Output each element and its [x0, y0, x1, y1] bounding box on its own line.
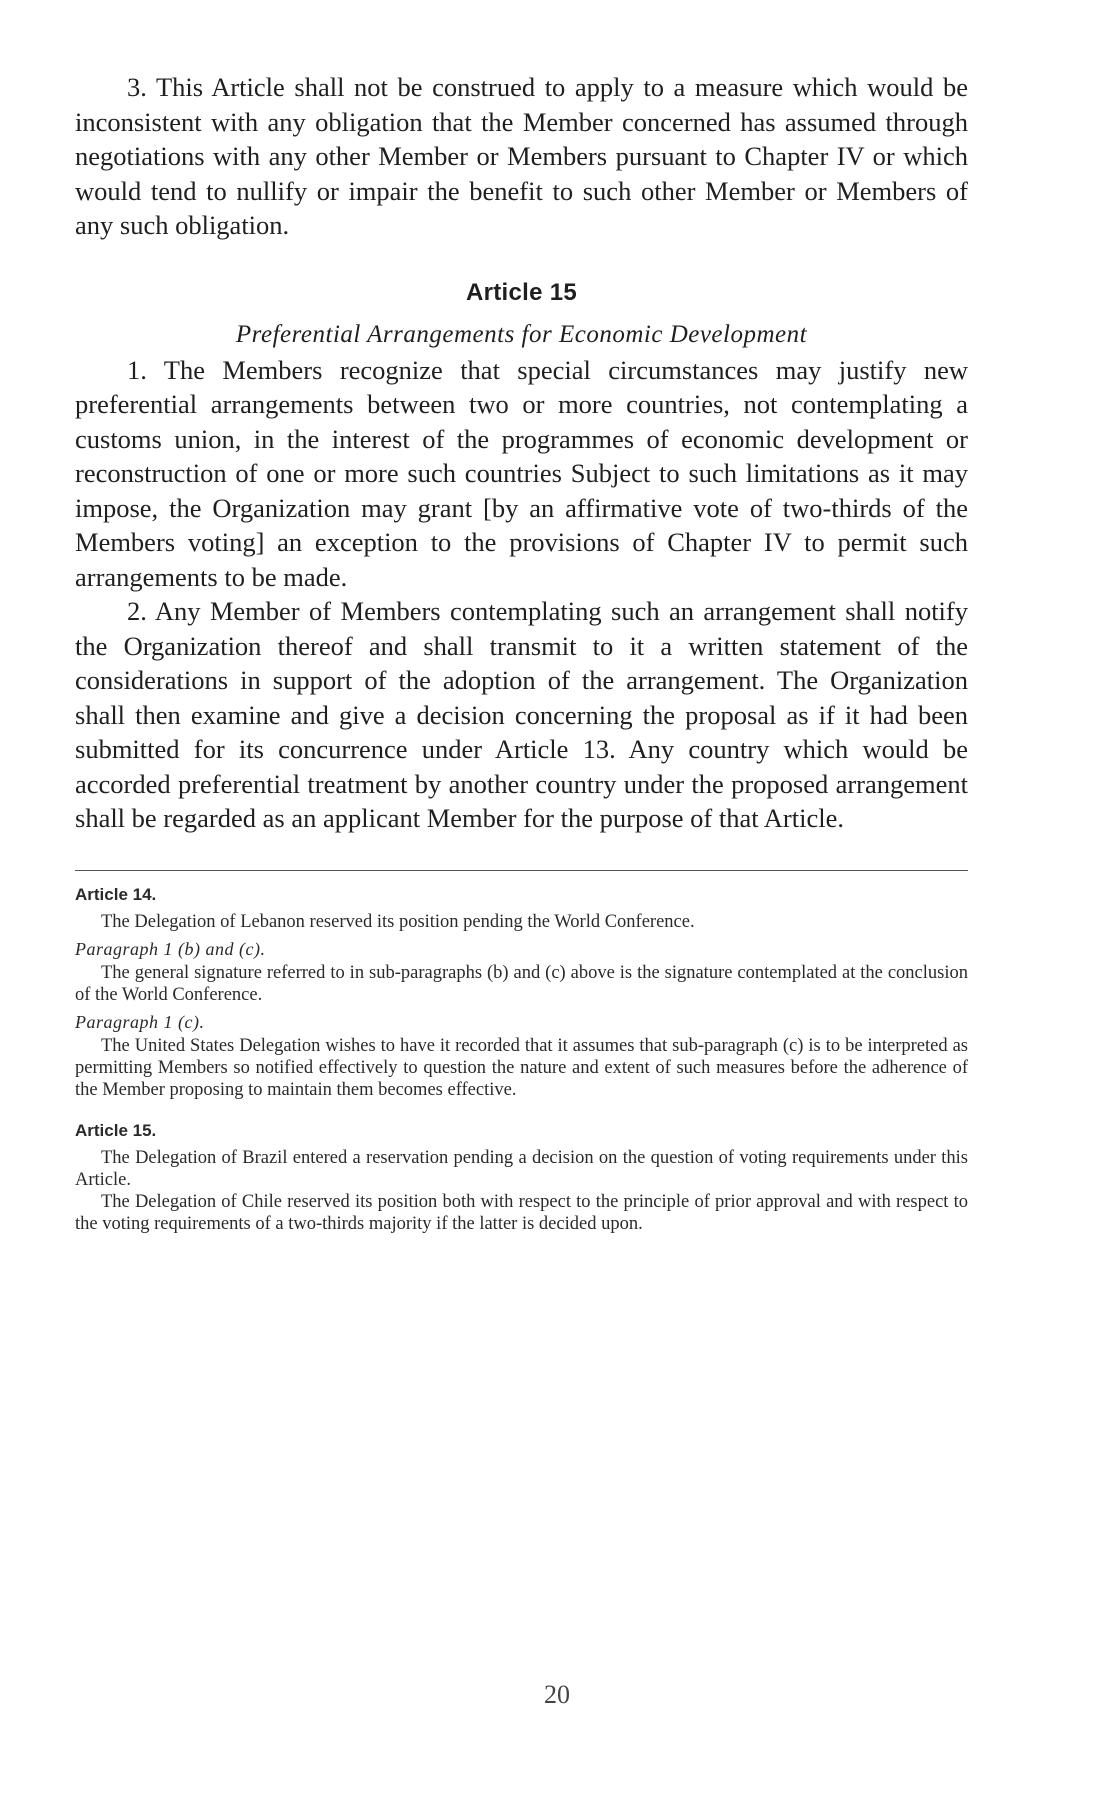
paragraph-2: 2. Any Member of Members contemplating such an arrangement shall notify the Organization thereof and shall transmit to it a written statement of the considerations in support of the adoption of the arrangement. The Organization shall then examine and give a decision concerning the proposal as if it had been submitted for its concurrence under Article 13. Any country which would be accorded preferential treatment by another country under the proposed arrangement shall be regarded as an applicant Member for the purpose of that Article.	[75, 596, 968, 833]
note-subheading: Paragraph 1 (c).	[75, 1011, 205, 1032]
note-text: The general signature referred to in sub-paragraphs (b) and (c) above is the signature contemplated at the conclusion of the World Conference.	[75, 962, 968, 1005]
footnote-divider	[75, 870, 968, 871]
note-heading-article-15: Article 15.	[75, 1120, 157, 1140]
article-subtitle: Preferential Arrangements for Economic Development	[235, 320, 808, 348]
note-text: The Delegation of Brazil entered a reservation pending a decision on the question of voting requirements under this Article.	[75, 1147, 968, 1190]
note-text: The Delegation of Lebanon reserved its position pending the World Conference.	[101, 911, 695, 932]
article-title: Article 15	[465, 278, 578, 306]
page-number: 20	[544, 1680, 570, 1709]
note-subheading: Paragraph 1 (b) and (c).	[75, 938, 266, 959]
document-page	[75, 70, 968, 1235]
paragraph-3: 3. This Article shall not be construed to apply to a measure which would be inconsistent with any obligation that the Member concerned has assumed through negotiations with any other Member or Members pursuant to Chapter IV or which would tend to nullify or impair the benefit to such other Member or Members of any such obligation.	[75, 72, 968, 240]
note-heading-article-14: Article 14.	[75, 884, 157, 904]
footnotes	[75, 885, 968, 1235]
paragraph-1: 1. The Members recognize that special circumstances may justify new preferential arrangements between two or more countries, not contemplating a customs union, in the interest of the programmes of economic development or reconstruction of one or more such countries Subject to such limitations as it may impose, the Organization may grant [by an affirmative vote of two-thirds of the Members voting] an exception to the provisions of Chapter IV to permit such arrangements to be made.	[75, 354, 968, 592]
main-text	[75, 70, 968, 836]
note-text: The United States Delegation wishes to have it recorded that it assumes that sub-paragraph (c) is to be interpreted as permitting Members so notified effectively to question the nature and extent of such measures before the adherence of the Member proposing to maintain them becomes effective.	[75, 1035, 968, 1100]
note-text: The Delegation of Chile reserved its position both with respect to the principle of prior approval and with respect to the voting requirements of a two-thirds majority if the latter is decided upon.	[75, 1191, 968, 1234]
